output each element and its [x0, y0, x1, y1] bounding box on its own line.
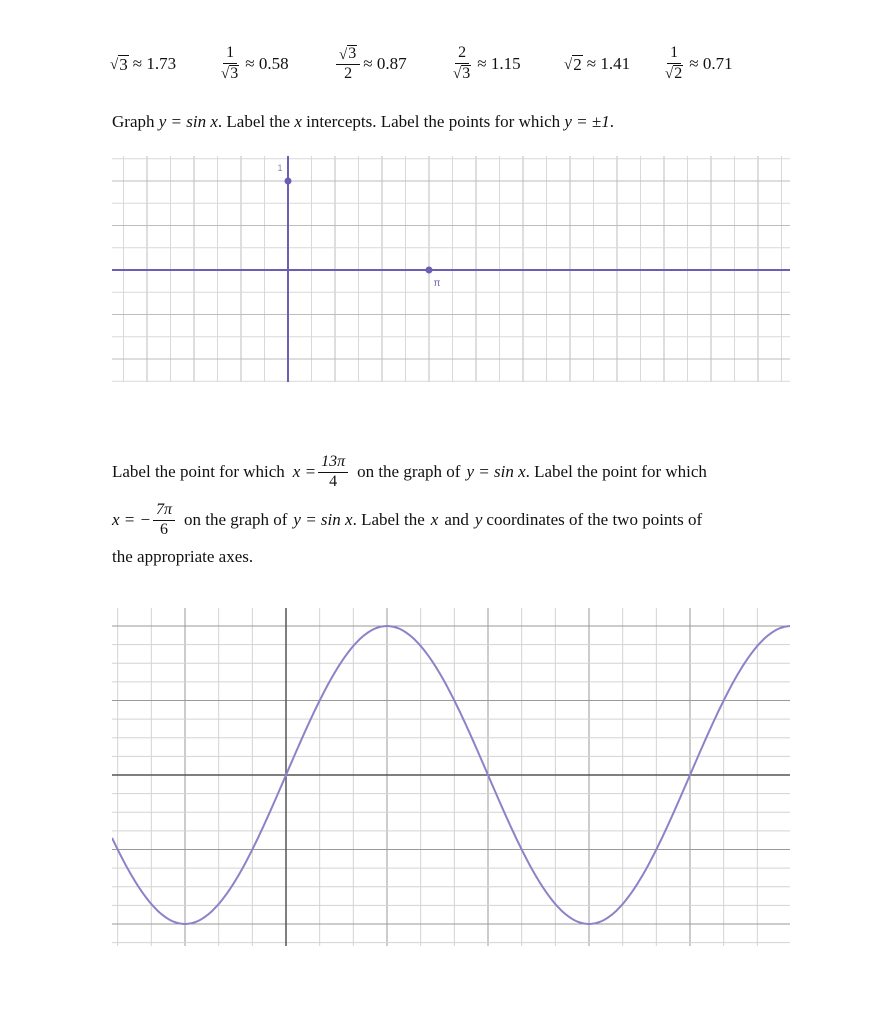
instruction-text: intercepts. Label the points for which — [306, 112, 561, 131]
point-pi — [426, 267, 433, 274]
sqrt-arg: 3 — [119, 54, 128, 74]
instruction-label-points — [112, 450, 792, 570]
fraction-denominator-sqrt-arg: 3 — [462, 64, 471, 82]
instruction-text: . Label the — [217, 112, 291, 131]
fraction-numerator: 1 — [667, 45, 681, 64]
instruction-text: coordinates of the two points of — [486, 510, 703, 529]
approx-value: ≈ 1.41 — [586, 54, 631, 73]
instruction-text: . Label the — [352, 510, 425, 529]
fraction-denominator-sqrt-arg: 2 — [674, 64, 683, 82]
equation-x: x = − — [112, 510, 151, 529]
fraction-13pi-over-4 — [318, 454, 348, 491]
approx-sqrt2: √ 2 ≈ 1.41 — [564, 54, 631, 74]
equation-x: x = — [292, 462, 317, 481]
fraction-7pi-over-6 — [153, 502, 175, 539]
instruction-text: . — [609, 112, 614, 131]
fraction-denominator-sqrt-arg: 3 — [230, 64, 239, 82]
fraction-denominator: 2 — [344, 65, 353, 83]
equation: y = sin x — [293, 510, 353, 529]
approx-2-over-sqrt3 — [450, 36, 521, 92]
sqrt-arg: 2 — [573, 54, 582, 74]
sine-curve-graph — [112, 608, 790, 946]
approx-value: ≈ 0.71 — [689, 54, 733, 73]
approx-sqrt3: √ 3 ≈ 1.73 — [110, 54, 177, 74]
instruction-line-3: the appropriate axes. — [112, 547, 254, 566]
variable-x: x — [294, 112, 302, 131]
equation: y = sin x — [466, 462, 526, 481]
approx-value: ≈ 0.58 — [245, 54, 289, 73]
approximation-row — [110, 36, 790, 92]
variable-y: y — [474, 510, 483, 529]
point-y-1 — [285, 178, 292, 185]
fraction: 1 √ 3 — [221, 43, 239, 83]
approx-value: ≈ 1.73 — [132, 54, 177, 73]
fraction-numerator: 7π — [153, 502, 175, 521]
y-tick-label: 1 — [277, 163, 283, 173]
fraction: 1 √ 2 — [665, 43, 683, 83]
fraction-numerator: 13π — [318, 454, 348, 473]
instruction-text: and — [444, 510, 469, 529]
fraction-denominator: 4 — [329, 472, 338, 490]
instruction-line-1 — [112, 450, 707, 494]
instruction-text: Graph — [112, 112, 155, 131]
instruction-graph-sin — [112, 112, 614, 132]
fraction-numerator-sqrt-arg: 3 — [348, 44, 357, 62]
instruction-text: Label the point for which — [112, 462, 285, 481]
approx-inv-sqrt2 — [662, 36, 733, 92]
fraction: 2 √ 3 — [453, 43, 471, 83]
x-point-label: π — [433, 278, 441, 289]
approx-sqrt3-over-2 — [336, 36, 407, 92]
equation: y = ±1 — [564, 112, 610, 131]
variable-x: x — [430, 510, 439, 529]
instruction-text: on the graph of — [184, 510, 288, 529]
approx-value: ≈ 0.87 — [363, 54, 407, 73]
blank-sine-graph-grid — [112, 156, 790, 382]
approx-value: ≈ 1.15 — [477, 54, 521, 73]
instruction-line-2 — [112, 498, 702, 542]
equation: y = sin x — [158, 112, 218, 131]
fraction-numerator: 2 — [455, 45, 469, 64]
fraction-numerator: 1 — [223, 45, 237, 64]
fraction: √ 3 2 — [336, 45, 360, 83]
instruction-text: . Label the point for which — [525, 462, 707, 481]
instruction-text: on the graph of — [357, 462, 461, 481]
fraction-denominator: 6 — [160, 520, 168, 538]
approx-inv-sqrt3 — [218, 36, 289, 92]
